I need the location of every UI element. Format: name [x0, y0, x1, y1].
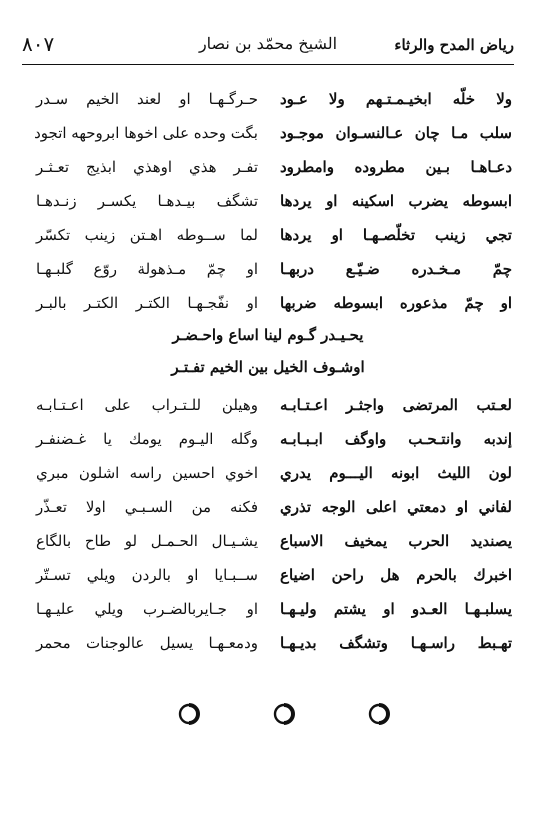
verse-second-hemistich: فكنه من السـبـي اولا تعـذّر: [36, 498, 258, 516]
verse-first-hemistich: لفاني او دمعتي اعلى الوجه تذري: [280, 498, 512, 516]
verse-second-hemistich: او جـايربالضـرب ويلي عليـهـا: [36, 600, 258, 618]
verse-line: [36, 158, 512, 188]
verse-line: [36, 260, 512, 290]
verse-second-hemistich: وگله اليـوم يومك يا غـضنفـر: [36, 430, 258, 448]
verse-line: [36, 634, 512, 664]
verse-line: [36, 294, 512, 324]
circle-ornament-icon: [177, 702, 201, 726]
verse-second-hemistich: اخوي احسين راسه اشلون مبري: [36, 464, 258, 482]
verse-line: [36, 600, 512, 630]
verse-second-hemistich: بگت وحده على اخوها ابروحهه اتجود: [34, 124, 258, 142]
verse-line: [36, 464, 512, 494]
circle-ornament-icon: [367, 702, 391, 726]
verse-first-hemistich: لون الليث ابونه اليـــوم يدري: [280, 464, 512, 482]
verse-second-hemistich: تفـر هذي اوهذي ابذيج تعـثـر: [36, 158, 258, 176]
verse-second-hemistich: ودمعـهـا يسيل عالوجنات محمر: [36, 634, 258, 652]
verse-line: [36, 396, 512, 426]
page-number: ٨٠٧: [22, 32, 55, 56]
verse-first-hemistich: ولا خلّه ابخيـمـتـهم ولا عـود: [280, 90, 512, 108]
verse-line: [36, 498, 512, 528]
verse-second-hemistich: ســبـايا او بالردن ويلي تسـتّر: [36, 566, 258, 584]
verse-first-hemistich: سلب مـا چان عـالنسـوان موجـود: [280, 124, 512, 142]
book-title: رياض المدح والرثاء: [394, 36, 514, 54]
refrain-line: اوشـوف الخيل بين الخيم تفـتـر: [171, 358, 365, 376]
header-divider: [22, 64, 514, 65]
verse-second-hemistich: لما ســوطه اهـتن زينب تكسّر: [36, 226, 258, 244]
verse-line: [36, 226, 512, 256]
verse-first-hemistich: چمّ مـخـدره ضـيّـع دربهـا: [280, 260, 512, 278]
verse-line: [36, 124, 512, 154]
verse-first-hemistich: يسلبـهـا العـدو او يشتم وليـهـا: [280, 600, 512, 618]
verse-second-hemistich: تشگف بيـدهـا يكسـر زنـدهـا: [36, 192, 258, 210]
verse-second-hemistich: او نفّجـهـا الكتـر الكتـر بالبـر: [36, 294, 258, 312]
verse-first-hemistich: ابسوطه يضرب اسكينه او يردها: [280, 192, 512, 210]
verse-line: [36, 90, 512, 120]
verse-second-hemistich: وهيلن للـتـراب على اعـتـابـه: [36, 396, 258, 414]
refrain-line: يحـيـدر گـوم لينا اساع واحـضـر: [172, 326, 364, 344]
verse-second-hemistich: حـرگـهـا او لعند الخيم سـدر: [36, 90, 258, 108]
verse-line: [36, 532, 512, 562]
verse-second-hemistich: او چمّ مـذهولة روّع گلبـهـا: [36, 260, 258, 278]
verse-first-hemistich: تهـبط راسـهـا وتشگف بديـهـا: [280, 634, 512, 652]
circle-ornament-icon: [272, 702, 296, 726]
verse-first-hemistich: يصنديد الحرب يمخيف الاسباع: [280, 532, 512, 550]
verse-line: [36, 430, 512, 460]
verse-line: [36, 566, 512, 596]
verse-first-hemistich: او چمّ مذعوره ابسوطه ضربها: [280, 294, 512, 312]
verse-first-hemistich: دعـاهـا بـين مطروده وامطرود: [280, 158, 512, 176]
verse-first-hemistich: لعـتب المرتضى واجثـر اعـتـابـه: [280, 396, 512, 414]
verse-first-hemistich: إندبه وانتـحـب واوگف ابـبـابـه: [280, 430, 512, 448]
verse-first-hemistich: اخبرك بالحرم هل راحن اضياع: [280, 566, 512, 584]
author-name: الشيخ محمّد بن نصار: [198, 34, 338, 53]
verse-second-hemistich: يشـيـال الحـمـل لو طاح بالگاع: [36, 532, 258, 550]
verse-first-hemistich: تجي زينب تخلّصـهـا او يردها: [280, 226, 512, 244]
page-header: [22, 26, 514, 60]
verse-line: [36, 192, 512, 222]
